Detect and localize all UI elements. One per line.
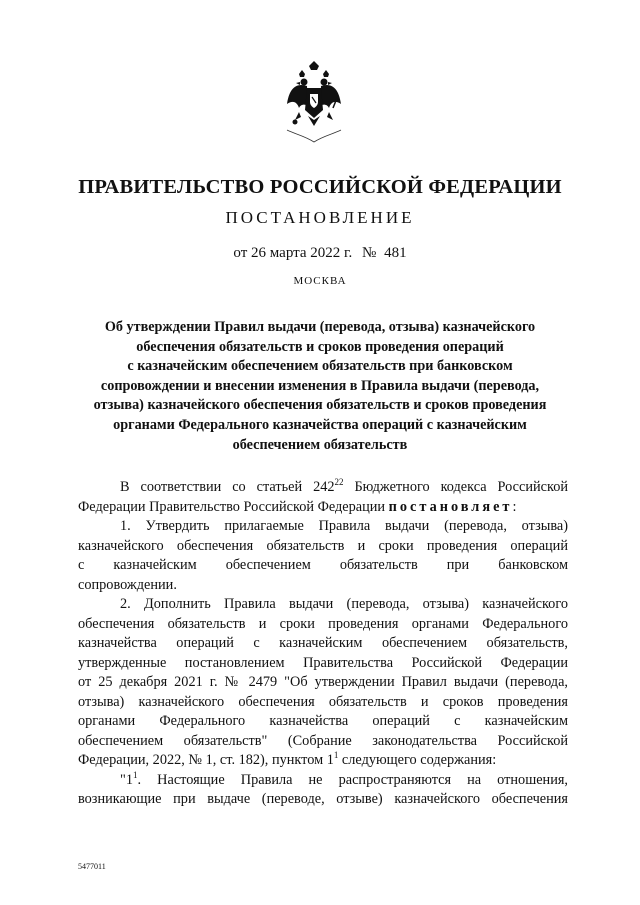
body-line: 2. Дополнить Правила выдачи (перевода, отзыва) казначейского	[120, 596, 568, 612]
body-line: с казначейским обеспечением обязательств при банковском	[78, 557, 568, 573]
body-line: Федерации, 2022, № 1, ст. 182), пунктом $1^1$ следующего содержания:	[78, 750, 497, 768]
body-line: Федерации Правительство Российской Федерации постановляет:	[78, 498, 517, 515]
body-line: от 25 декабря 2021 г. № 2479 "Об утверждении Правил выдачи (перевода,	[78, 674, 568, 690]
heading-line: Об утверждении Правил выдачи (перевода, отзыва) казначейского	[104, 319, 536, 335]
body-line: отзыва) казначейского обеспечения обязательств и сроков проведения	[78, 693, 568, 710]
state-emblem	[285, 60, 343, 144]
heading-line: обеспечением обязательств	[232, 436, 408, 453]
heading-line: отзыва) казначейского обеспечения обязательств и сроков проведения	[93, 397, 547, 414]
double-headed-eagle-icon	[285, 60, 343, 144]
footer-code: 5477011	[78, 862, 106, 871]
resolves-word: постановляет	[388, 498, 513, 515]
body-line: В соответствии со статьей $242^{22}$ Бюджетного кодекса Российской	[120, 477, 568, 495]
document-body	[78, 478, 568, 810]
document-date: от 26 марта 2022 г.	[233, 245, 353, 261]
body-line: 1. Утвердить прилагаемые Правила выдачи (перевода, отзыва)	[120, 518, 568, 534]
body-line: утвержденные постановлением Правительства Российской Федерации	[78, 654, 568, 671]
city: МОСКВА	[293, 275, 347, 287]
body-line: казначейского обеспечения обязательств и сроки проведения операций	[78, 537, 568, 554]
body-line: обеспечения обязательств и сроки проведения органами Федерального	[78, 615, 568, 632]
document-type: ПОСТАНОВЛЕНИЕ	[225, 208, 415, 227]
government-title: ПРАВИТЕЛЬСТВО РОССИЙСКОЙ ФЕДЕРАЦИИ	[78, 176, 562, 198]
body-line: обеспечением обязательств" (Собрание законодательства Российской	[78, 732, 568, 749]
document-date-number	[0, 245, 640, 262]
body-line: "$1^1$. Настоящие Правила не распространяются на отношения,	[120, 769, 568, 788]
heading-line: обеспечения обязательств и сроков проведения операций	[136, 338, 504, 355]
heading-line: с казначейским обеспечением обязательств при банковском	[127, 358, 513, 375]
document-heading	[60, 318, 580, 455]
heading-line: органами Федерального казначейства операций с казначейским	[113, 416, 527, 433]
document-number: 481	[384, 245, 407, 261]
body-line: сопровождении.	[78, 576, 177, 593]
heading-line: сопровождении и внесении изменения в Правила выдачи (перевода,	[100, 377, 540, 394]
body-line: казначейства операций с казначейским обеспечением обязательств,	[78, 635, 568, 651]
body-line: возникающие при выдаче (переводе, отзыве) казначейского обеспечения	[78, 791, 568, 807]
body-line: органами Федерального казначейства операций с казначейским	[78, 713, 568, 729]
number-sign: №	[362, 245, 377, 261]
